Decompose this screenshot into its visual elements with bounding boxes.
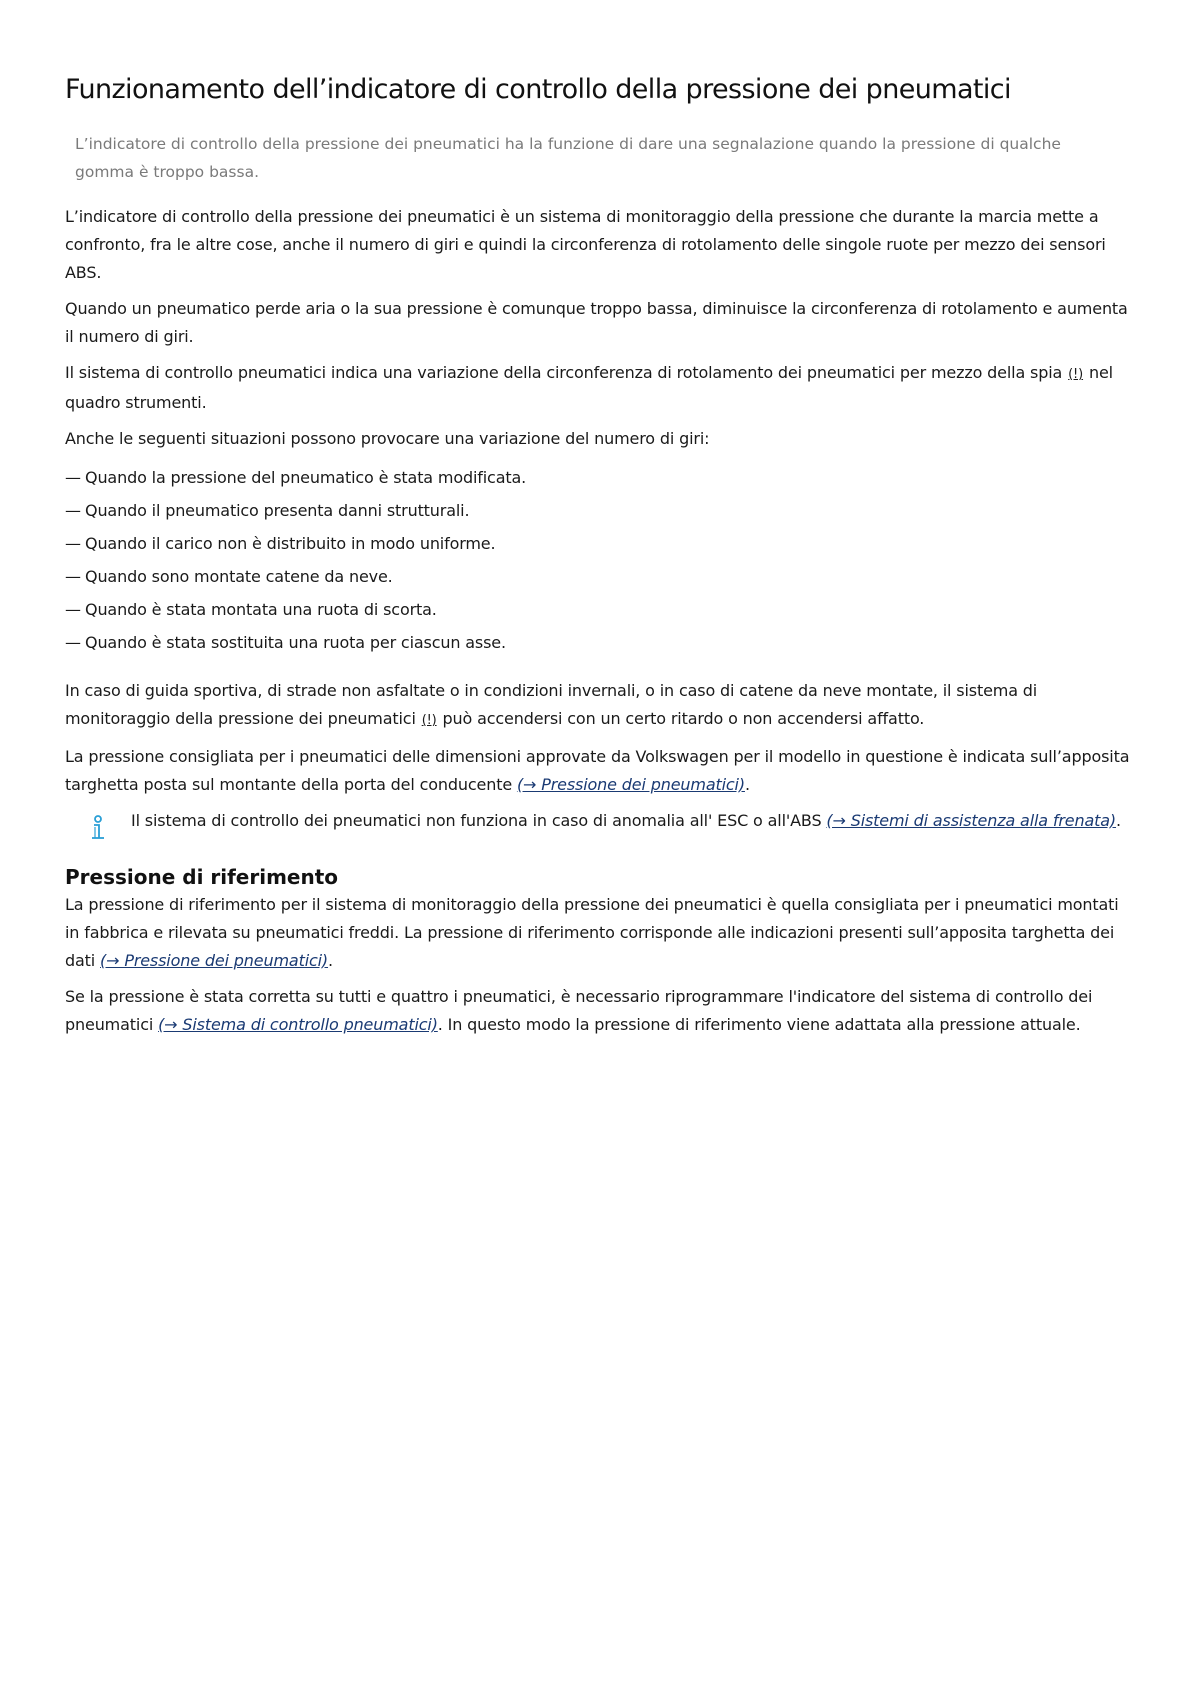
- info-note: [65, 807, 1130, 841]
- link-tire-pressure[interactable]: (→ Pressione dei pneumatici): [100, 951, 329, 970]
- intro-summary: L’indicatore di controllo della pressione dei pneumatici ha la funzione di dare una segnalazione quando la pressione di qualche gomma è troppo bassa.: [75, 135, 1061, 181]
- list-item-text: Quando la pressione del pneumatico è stata modificata.: [85, 468, 527, 487]
- tire-pressure-warning-icon: (!): [421, 713, 437, 728]
- paragraph-text: . In questo modo la pressione di riferimento viene adattata alla pressione attuale.: [437, 1015, 1081, 1034]
- paragraph-warning-lamp: [65, 359, 1130, 417]
- paragraph-text: Se la pressione è stata corretta su tutti e quattro i pneumatici, è necessario riprogrammare l'indicatore del sistema di controllo dei pneumatici: [65, 987, 1093, 1034]
- note-text: [131, 807, 1121, 835]
- paragraph-pressure-loss: Quando un pneumatico perde aria o la sua pressione è comunque troppo bassa, diminuisce la circonferenza di rotolamento e aumenta il numero di giri.: [65, 299, 1128, 346]
- dash-bullet: —: [65, 633, 81, 652]
- paragraph-text: Il sistema di controllo pneumatici indica una variazione della circonferenza di rotolamento dei pneumatici per mezzo della spia: [65, 363, 1068, 382]
- list-item: [65, 560, 1130, 593]
- paragraph-reference-pressure: [65, 891, 1130, 975]
- list-item: [65, 461, 1130, 494]
- paragraph-reprogram-indicator: [65, 983, 1130, 1039]
- list-item: [65, 527, 1130, 560]
- paragraph-text: In caso di guida sportiva, di strade non asfaltate o in condizioni invernali, o in caso di catene da neve montate, il sistema di monitoraggio della pressione dei pneumatici: [65, 681, 1038, 728]
- dash-bullet: —: [65, 501, 81, 520]
- list-item: [65, 593, 1130, 626]
- paragraph-text: Il sistema di controllo dei pneumatici non funziona in caso di anomalia all' ESC o all'ABS: [131, 811, 827, 830]
- info-icon: [65, 807, 131, 841]
- list-item: [65, 494, 1130, 527]
- tire-pressure-warning-icon: (!): [1068, 367, 1084, 382]
- page-title: Funzionamento dell’indicatore di controllo della pressione dei pneumatici: [65, 74, 1011, 105]
- paragraph-text: .: [1116, 811, 1121, 830]
- dash-bullet: —: [65, 468, 81, 487]
- link-tire-monitoring-system[interactable]: (→ Sistema di controllo pneumatici): [158, 1015, 438, 1034]
- paragraph-text: .: [744, 775, 750, 794]
- list-item-text: Quando sono montate catene da neve.: [85, 567, 393, 586]
- dash-bullet: —: [65, 567, 81, 586]
- paragraph-text: .: [328, 951, 333, 970]
- link-tire-pressure[interactable]: (→ Pressione dei pneumatici): [516, 775, 745, 794]
- list-item-text: Quando è stata montata una ruota di scorta.: [85, 600, 437, 619]
- paragraph-text: La pressione consigliata per i pneumatici delle dimensioni approvate da Volkswagen per il modello in questione è indicata sull’apposita targhetta posta sul montante della porta del conducente: [65, 747, 1130, 794]
- paragraph-delayed-warning: [65, 677, 1130, 735]
- paragraph-system-description: L’indicatore di controllo della pressione dei pneumatici è un sistema di monitoraggio della pressione che durante la marcia mette a confronto, fra le altre cose, anche il numero di giri e quindi la circonferenza di rotolamento delle singole ruote per mezzo dei sensori ABS.: [65, 207, 1106, 282]
- situations-list: [65, 461, 1130, 659]
- paragraph-text: nel quadro strumenti.: [65, 363, 1113, 412]
- paragraph-text: La pressione di riferimento per il sistema di monitoraggio della pressione dei pneumatici è quella consigliata per i pneumatici montati in fabbrica e rilevata su pneumatici freddi. La pressione di riferimento corrisponde alle indicazioni presenti sull’apposita targhetta dei dati: [65, 895, 1119, 970]
- link-brake-assist-systems[interactable]: (→ Sistemi di assistenza alla frenata): [826, 811, 1117, 830]
- list-item-text: Quando il pneumatico presenta danni strutturali.: [85, 501, 470, 520]
- section-heading-reference-pressure: Pressione di riferimento: [65, 865, 339, 889]
- list-item-text: Quando il carico non è distribuito in modo uniforme.: [85, 534, 496, 553]
- dash-bullet: —: [65, 600, 81, 619]
- list-item: [65, 626, 1130, 659]
- paragraph-situations-intro: Anche le seguenti situazioni possono provocare una variazione del numero di giri:: [65, 429, 710, 448]
- paragraph-recommended-pressure: [65, 743, 1130, 799]
- paragraph-text: può accendersi con un certo ritardo o non accendersi affatto.: [437, 709, 925, 728]
- list-item-text: Quando è stata sostituita una ruota per ciascun asse.: [85, 633, 506, 652]
- dash-bullet: —: [65, 534, 81, 553]
